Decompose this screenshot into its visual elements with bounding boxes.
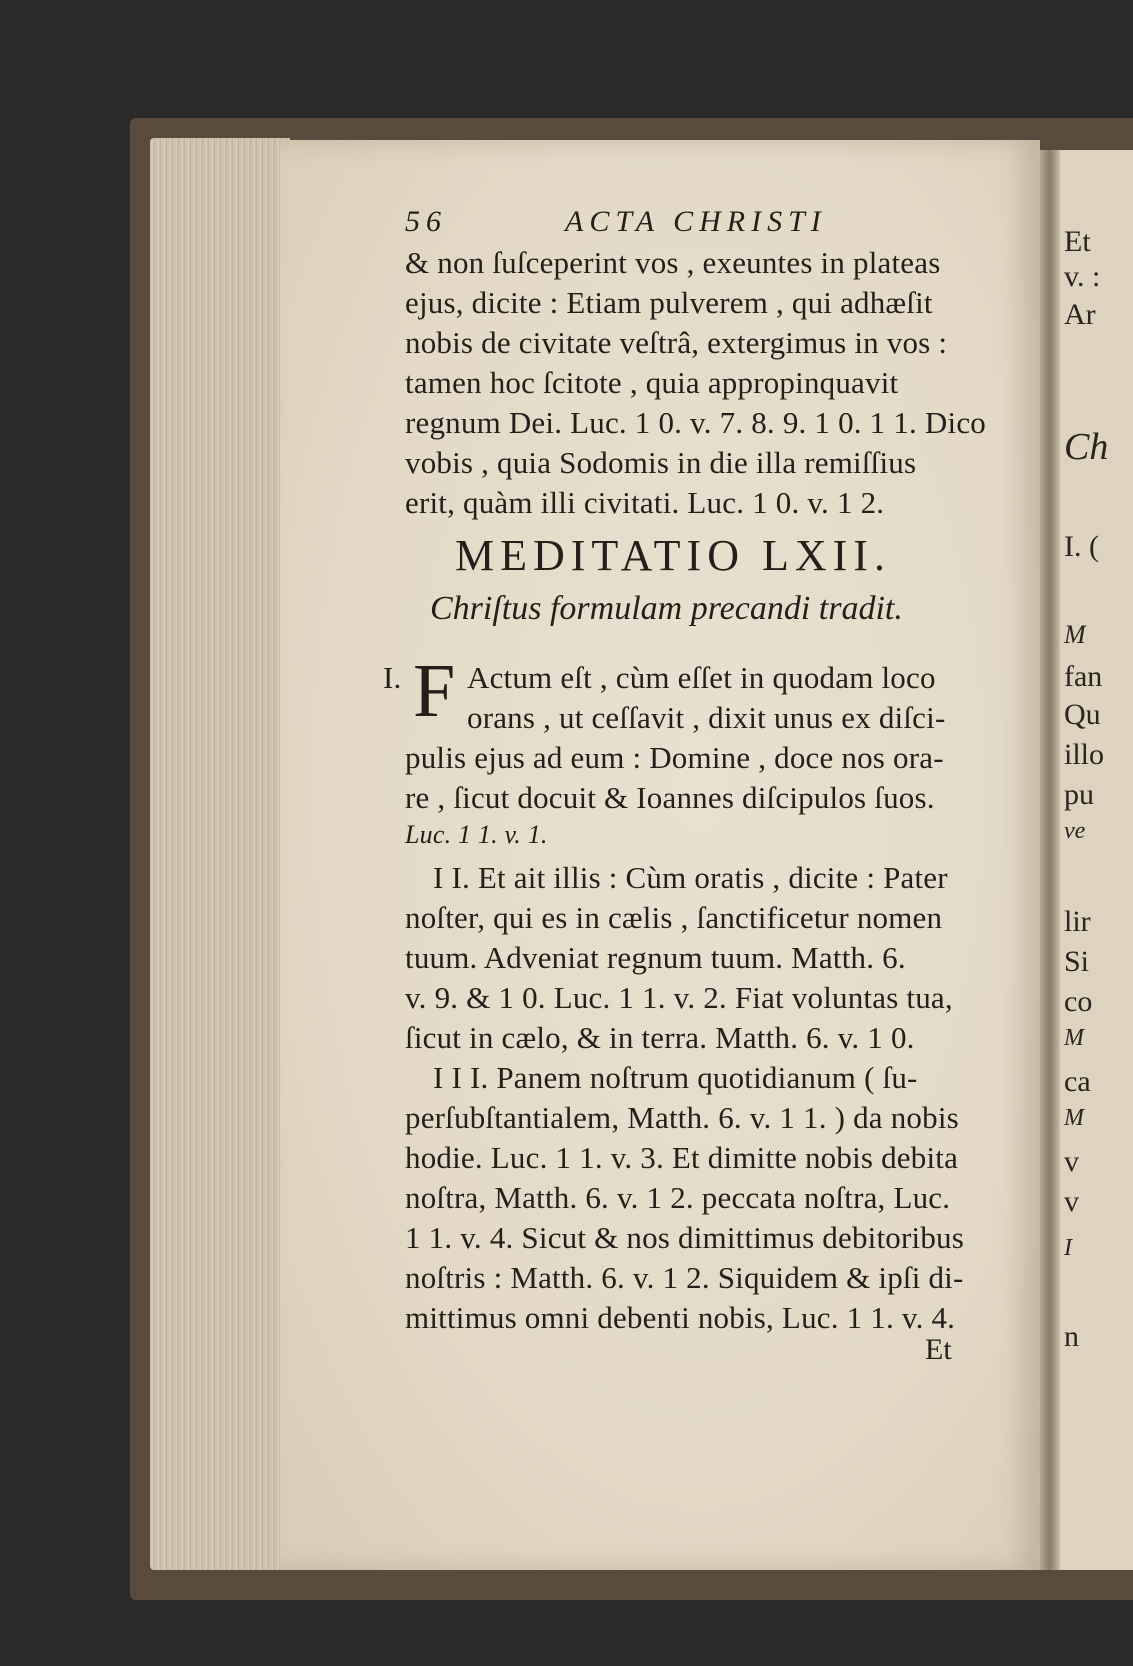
book-gutter <box>1040 150 1060 1570</box>
facing-page-fragment: v <box>1064 1145 1079 1178</box>
paragraph-numeral: I. <box>383 660 402 695</box>
text-line: ejus, dicite : Etiam pulverem , qui adhæſit <box>405 285 933 320</box>
facing-page-fragment: ve <box>1064 818 1086 844</box>
text-line: I I I. Panem noſtrum quotidianum ( ſu- <box>433 1060 918 1095</box>
facing-page <box>1060 150 1133 1570</box>
meditation-subtitle: Chriſtus formulam precandi tradit. <box>430 590 903 627</box>
facing-page-fragment: M <box>1064 620 1086 649</box>
facing-page-fragment: I <box>1064 1235 1072 1261</box>
facing-page-fragment: illo <box>1064 738 1105 771</box>
page-number: 56 <box>405 205 447 238</box>
facing-page-fragment: lir <box>1064 905 1091 938</box>
text-line: noſtris : Matth. 6. v. 1 2. Siquidem & ipſi di- <box>405 1260 964 1295</box>
facing-page-fragment: n <box>1064 1320 1079 1353</box>
text-line: noſter, qui es in cælis , ſanctificetur nomen <box>405 900 943 935</box>
facing-page-fragment: v <box>1064 1185 1079 1218</box>
text-line: tuum. Adveniat regnum tuum. Matth. 6. <box>405 940 906 975</box>
facing-page-fragment: Si <box>1064 945 1090 978</box>
meditation-title: MEDITATIO LXII. <box>455 531 891 580</box>
catchword: Et <box>925 1333 952 1366</box>
text-line: 1 1. v. 4. Sicut & nos dimittimus debitoribus <box>405 1220 964 1255</box>
text-line: erit, quàm illi civitati. Luc. 1 0. v. 1 2. <box>405 485 885 520</box>
text-line: ſicut in cælo, & in terra. Matth. 6. v. 1 0. <box>405 1020 915 1055</box>
facing-page-fragment: v. : <box>1064 260 1101 293</box>
facing-page-fragment: Qu <box>1064 698 1101 731</box>
text-line: nobis de civitate veſtrâ, extergimus in vos : <box>405 325 948 360</box>
text-line: vobis , quia Sodomis in die illa remiſſius <box>405 445 917 480</box>
facing-page-fragment: pu <box>1064 778 1094 811</box>
facing-page-fragment: Et <box>1064 225 1091 258</box>
text-line: & non ſuſceperint vos , exeuntes in plateas <box>405 245 941 280</box>
facing-page-fragment: I. ( <box>1064 530 1099 563</box>
facing-page-fragment: fan <box>1064 660 1103 693</box>
running-title: ACTA CHRISTI <box>565 205 827 238</box>
text-line: v. 9. & 1 0. Luc. 1 1. v. 2. Fiat voluntas tua, <box>405 980 953 1015</box>
text-line: hodie. Luc. 1 1. v. 3. Et dimitte nobis debita <box>405 1140 959 1175</box>
text-line: mittimus omni debenti nobis, Luc. 1 1. v. 4. <box>405 1300 956 1335</box>
page-edges <box>150 138 290 1570</box>
facing-page-fragment: M <box>1064 1025 1084 1051</box>
facing-page-fragment: Ar <box>1064 298 1096 331</box>
text-line: pulis ejus ad eum : Domine , doce nos ora- <box>405 740 944 775</box>
text-line: regnum Dei. Luc. 1 0. v. 7. 8. 9. 1 0. 1 1. Dico <box>405 405 986 440</box>
text-line: tamen hoc ſcitote , quia appropinquavit <box>405 365 899 400</box>
text-line: Actum eſt , cùm eſſet in quodam loco <box>467 660 936 695</box>
facing-page-fragment: co <box>1064 985 1093 1018</box>
text-line: orans , ut ceſſavit , dixit unus ex diſci- <box>467 700 946 735</box>
text-line: I I. Et ait illis : Cùm oratis , dicite : Pater <box>433 860 948 895</box>
facing-page-fragment: M <box>1064 1105 1084 1131</box>
text-line: noſtra, Matth. 6. v. 1 2. peccata noſtra, Luc. <box>405 1180 951 1215</box>
facing-page-fragment: ca <box>1064 1065 1091 1098</box>
text-line: re , ſicut docuit & Ioannes diſcipulos ſuos. <box>405 780 935 815</box>
facing-page-fragment: Ch <box>1064 426 1109 468</box>
drop-cap: F <box>413 649 456 733</box>
text-line: perſubſtantialem, Matth. 6. v. 1 1. ) da nobis <box>405 1100 959 1135</box>
text-line: Luc. 1 1. v. 1. <box>405 820 548 849</box>
